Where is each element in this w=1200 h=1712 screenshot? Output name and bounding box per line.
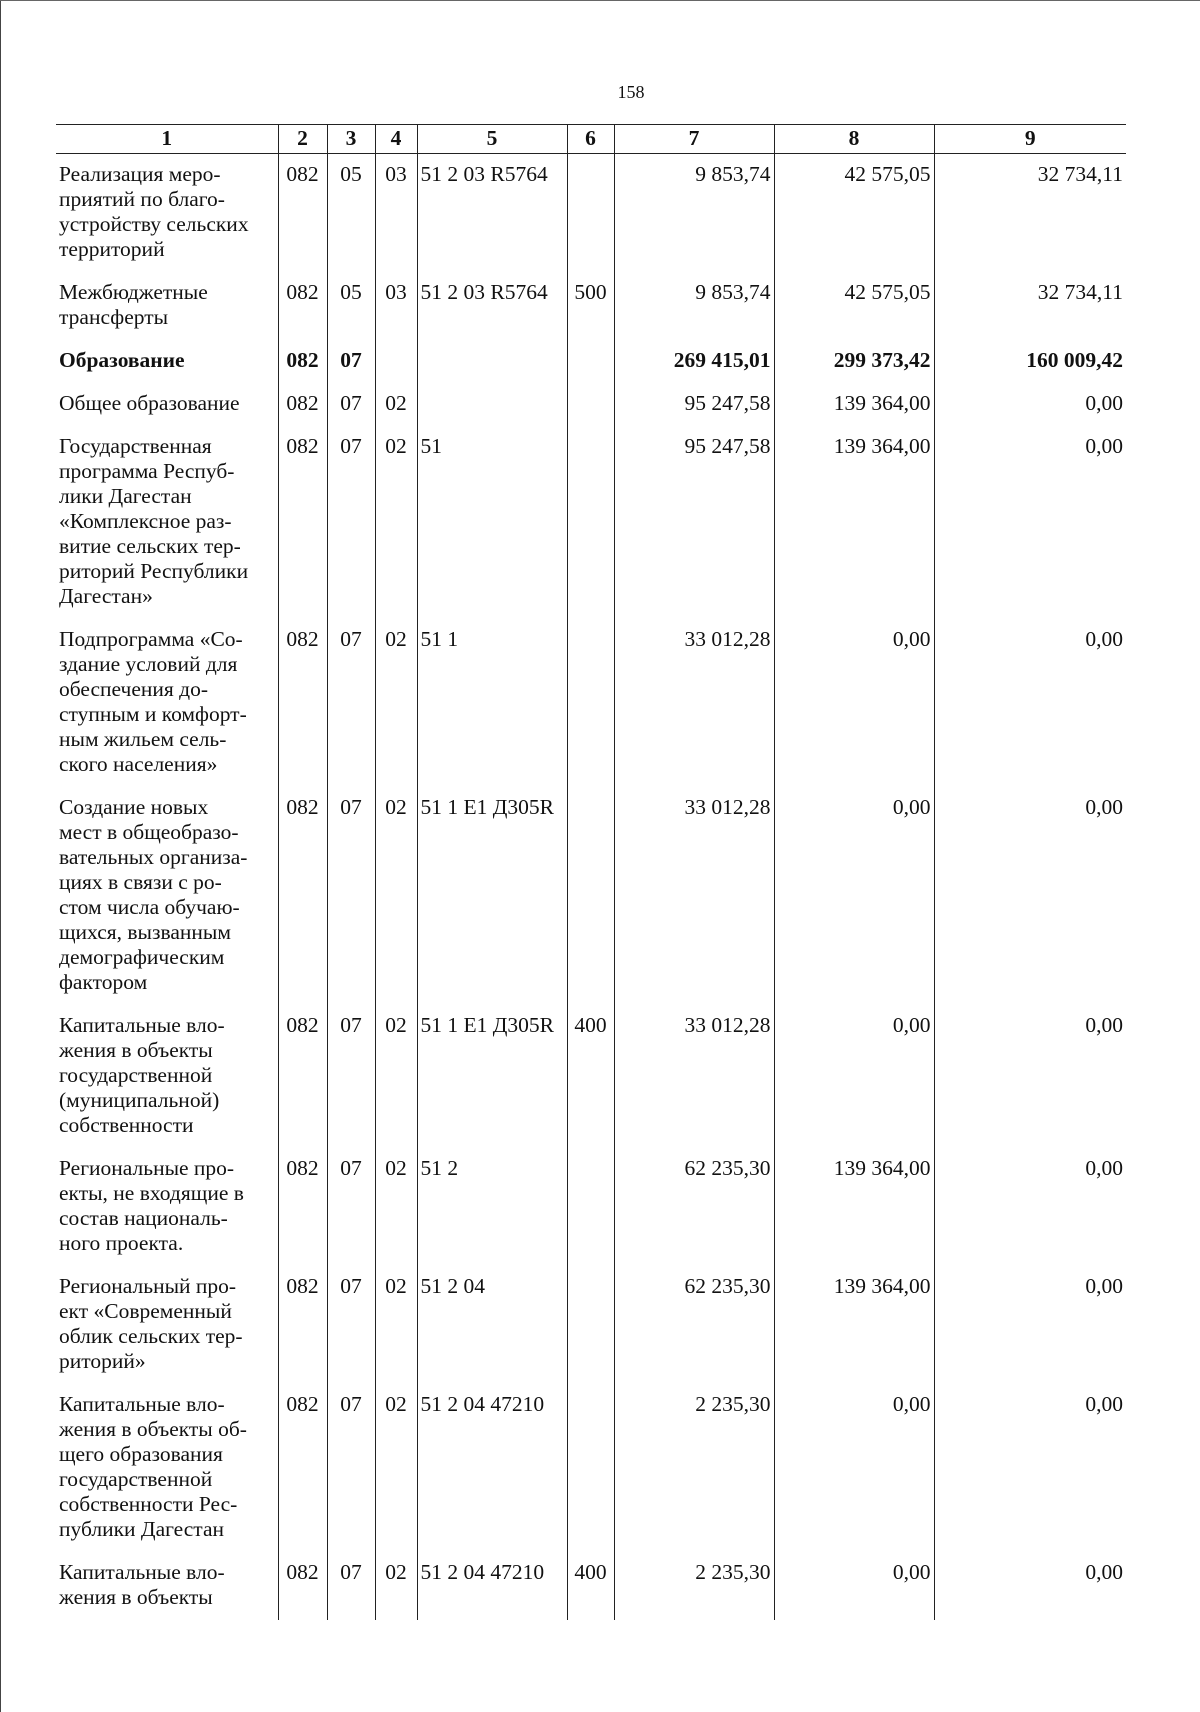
row-target-article: 51 2 — [417, 1148, 567, 1266]
row-amount-col8: 0,00 — [774, 787, 934, 1005]
row-target-article — [417, 383, 567, 426]
row-section-code: 07 — [327, 1005, 375, 1148]
table-row — [56, 154, 1126, 273]
row-amount-col8: 0,00 — [774, 1552, 934, 1620]
row-amount-col8: 0,00 — [774, 1384, 934, 1552]
row-ministry-code: 082 — [278, 154, 327, 273]
row-subsection-code: 02 — [375, 1148, 417, 1266]
table-row — [56, 787, 1126, 1005]
row-ministry-code: 082 — [278, 1005, 327, 1148]
row-ministry-code: 082 — [278, 426, 327, 619]
row-target-article: 51 2 03 R5764 — [417, 272, 567, 340]
row-expense-type — [567, 1266, 614, 1384]
row-expense-type — [567, 383, 614, 426]
row-amount-col8: 42 575,05 — [774, 154, 934, 273]
row-amount-col8: 139 364,00 — [774, 383, 934, 426]
row-amount-col8: 139 364,00 — [774, 1148, 934, 1266]
row-expense-type — [567, 1384, 614, 1552]
page-number: 158 — [617, 82, 645, 102]
column-header-3: 3 — [327, 125, 375, 154]
table-row — [56, 1148, 1126, 1266]
row-amount-col7: 2 235,30 — [614, 1384, 774, 1552]
row-section-code: 07 — [327, 1148, 375, 1266]
row-section-code: 07 — [327, 1266, 375, 1384]
row-subsection-code: 02 — [375, 1005, 417, 1148]
row-target-article: 51 2 04 47210 — [417, 1384, 567, 1552]
row-name: Общее образование — [59, 391, 240, 415]
row-amount-col8: 42 575,05 — [774, 272, 934, 340]
row-amount-col7: 62 235,30 — [614, 1148, 774, 1266]
row-expense-type: 500 — [567, 272, 614, 340]
row-expense-type — [567, 426, 614, 619]
row-section-code: 05 — [327, 272, 375, 340]
row-amount-col7: 33 012,28 — [614, 787, 774, 1005]
row-amount-col7: 62 235,30 — [614, 1266, 774, 1384]
row-amount-col7: 2 235,30 — [614, 1552, 774, 1620]
table-row — [56, 426, 1126, 619]
row-amount-col9: 32 734,11 — [934, 154, 1126, 273]
row-amount-col7: 33 012,28 — [614, 1005, 774, 1148]
row-amount-col9: 0,00 — [934, 1148, 1126, 1266]
row-ministry-code: 082 — [278, 272, 327, 340]
row-ministry-code: 082 — [278, 1552, 327, 1620]
row-subsection-code: 03 — [375, 272, 417, 340]
row-subsection-code: 02 — [375, 426, 417, 619]
column-header-8: 8 — [774, 125, 934, 154]
row-amount-col9: 0,00 — [934, 1384, 1126, 1552]
row-ministry-code: 082 — [278, 383, 327, 426]
row-amount-col8: 139 364,00 — [774, 1266, 934, 1384]
row-subsection-code — [375, 340, 417, 383]
row-name: Региональные про- екты, не входящие в состав националь- ного проекта. — [59, 1156, 244, 1255]
row-target-article: 51 1 — [417, 619, 567, 787]
scan-edge — [0, 0, 1, 1712]
row-expense-type — [567, 787, 614, 1005]
row-amount-col9: 0,00 — [934, 383, 1126, 426]
row-subsection-code: 02 — [375, 383, 417, 426]
column-header-7: 7 — [614, 125, 774, 154]
row-section-code: 07 — [327, 1384, 375, 1552]
column-header-1: 1 — [56, 125, 278, 154]
row-amount-col8: 299 373,42 — [774, 340, 934, 383]
row-amount-col8: 139 364,00 — [774, 426, 934, 619]
row-amount-col9: 0,00 — [934, 787, 1126, 1005]
row-target-article — [417, 340, 567, 383]
scan-edge-top — [0, 0, 1200, 1]
row-target-article: 51 — [417, 426, 567, 619]
column-header-9: 9 — [934, 125, 1126, 154]
row-subsection-code: 02 — [375, 1552, 417, 1620]
row-amount-col9: 32 734,11 — [934, 272, 1126, 340]
row-target-article: 51 2 04 — [417, 1266, 567, 1384]
row-subsection-code: 02 — [375, 1266, 417, 1384]
row-amount-col9: 0,00 — [934, 1266, 1126, 1384]
row-ministry-code: 082 — [278, 340, 327, 383]
row-amount-col9: 0,00 — [934, 1005, 1126, 1148]
row-amount-col8: 0,00 — [774, 1005, 934, 1148]
table-row — [56, 340, 1126, 383]
row-name: Капитальные вло- жения в объекты об- щего образования государственной собственности Рес- публики Дагестан — [59, 1392, 247, 1541]
row-name: Создание новых мест в общеобразо- вательных организа- циях в связи с ро- стом числа обучаю- щихся, вызванным демографическим фактором — [59, 795, 248, 994]
column-header-4: 4 — [375, 125, 417, 154]
row-target-article: 51 2 04 47210 — [417, 1552, 567, 1620]
row-expense-type — [567, 154, 614, 273]
row-amount-col7: 33 012,28 — [614, 619, 774, 787]
row-amount-col9: 0,00 — [934, 1552, 1126, 1620]
row-subsection-code: 03 — [375, 154, 417, 273]
table-row — [56, 383, 1126, 426]
row-amount-col9: 160 009,42 — [934, 340, 1126, 383]
row-expense-type: 400 — [567, 1552, 614, 1620]
row-expense-type — [567, 340, 614, 383]
row-target-article: 51 2 03 R5764 — [417, 154, 567, 273]
row-ministry-code: 082 — [278, 1266, 327, 1384]
row-subsection-code: 02 — [375, 787, 417, 1005]
table-row — [56, 272, 1126, 340]
row-name: Капитальные вло- жения в объекты — [59, 1560, 225, 1609]
row-amount-col7: 9 853,74 — [614, 154, 774, 273]
row-amount-col7: 95 247,58 — [614, 383, 774, 426]
row-name: Межбюджетные трансферты — [59, 280, 208, 329]
row-subsection-code: 02 — [375, 619, 417, 787]
row-section-code: 07 — [327, 383, 375, 426]
row-ministry-code: 082 — [278, 619, 327, 787]
row-name: Капитальные вло- жения в объекты государственной (муниципальной) собственности — [59, 1013, 225, 1137]
row-amount-col9: 0,00 — [934, 426, 1126, 619]
row-section-code: 07 — [327, 787, 375, 1005]
row-ministry-code: 082 — [278, 787, 327, 1005]
row-target-article: 51 1 E1 Д305R — [417, 1005, 567, 1148]
row-section-code: 07 — [327, 619, 375, 787]
row-section-code: 07 — [327, 1552, 375, 1620]
row-name: Образование — [59, 348, 185, 372]
table-row — [56, 1266, 1126, 1384]
column-header-2: 2 — [278, 125, 327, 154]
column-header-5: 5 — [417, 125, 567, 154]
table-row — [56, 1005, 1126, 1148]
row-target-article: 51 1 E1 Д305R — [417, 787, 567, 1005]
row-subsection-code: 02 — [375, 1384, 417, 1552]
table-row — [56, 1384, 1126, 1552]
row-name: Реализация меро- приятий по благо- устройству сельских территорий — [59, 162, 249, 261]
row-amount-col7: 95 247,58 — [614, 426, 774, 619]
row-amount-col7: 9 853,74 — [614, 272, 774, 340]
row-expense-type — [567, 1148, 614, 1266]
table-row — [56, 619, 1126, 787]
row-name: Государственная программа Респуб- лики Дагестан «Комплексное раз- витие сельских тер- риторий Республики Дагестан» — [59, 434, 249, 608]
row-name: Подпрограмма «Со- здание условий для обеспечения до- ступным и комфорт- ным жильем сель- ского населения» — [59, 627, 247, 776]
column-header-6: 6 — [567, 125, 614, 154]
row-section-code: 05 — [327, 154, 375, 273]
row-expense-type — [567, 619, 614, 787]
row-amount-col9: 0,00 — [934, 619, 1126, 787]
table-header-row — [56, 125, 1126, 154]
row-section-code: 07 — [327, 426, 375, 619]
budget-table — [56, 124, 1126, 1620]
row-amount-col8: 0,00 — [774, 619, 934, 787]
row-section-code: 07 — [327, 340, 375, 383]
row-expense-type: 400 — [567, 1005, 614, 1148]
row-name: Региональный про- ект «Современный облик сельских тер- риторий» — [59, 1274, 243, 1373]
row-ministry-code: 082 — [278, 1384, 327, 1552]
table-row — [56, 1552, 1126, 1620]
row-ministry-code: 082 — [278, 1148, 327, 1266]
row-amount-col7: 269 415,01 — [614, 340, 774, 383]
